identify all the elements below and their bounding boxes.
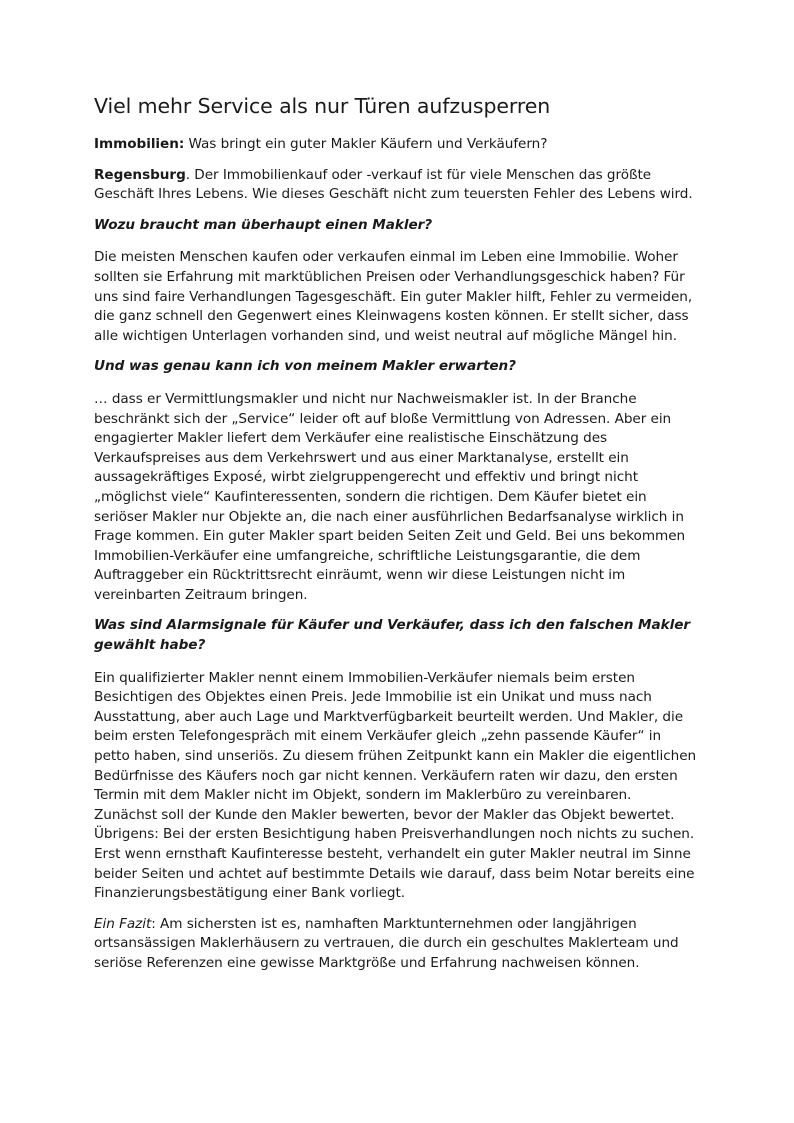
intro-label: Immobilien: bbox=[94, 136, 185, 152]
document-title: Viel mehr Service als nur Türen aufzusperren bbox=[94, 94, 551, 118]
lead-text: . Der Immobilienkauf oder -verkauf ist für viele Menschen das größte Geschäft Ihres Lebens. Wie dieses Geschäft nicht zum teuersten Fehler des Lebens wird. bbox=[94, 166, 693, 203]
section-heading: Und was genau kann ich von meinem Makler erwarten? bbox=[94, 358, 517, 375]
lead-place: Regensburg bbox=[94, 166, 186, 183]
section-body: … dass er Vermittlungsmakler und nicht nur Nachweismakler ist. In der Branche beschränkt sich der „Service“ leider oft auf bloße Vermittlung von Adressen. Aber ein engagierter Makler liefert dem Verkäufer eine realistische Einschätzung des Verkaufspreises aus dem Verkehrswert und aus einer Marktanalyse, erstellt ein aussagekräftiges Exposé, wirbt zielgruppengerecht und effektiv und bringt nicht „möglichst viele“ Kaufinteressenten, sondern die richtigen. Dem Käufer bietet ein seriöser Makler nur Objekte an, die nach einer ausführlichen Bedarfsanalyse wirklich in Frage kommen. Ein guter Makler spart beiden Seiten Zeit und Geld. Bei uns bekommen Immobilien-Verkäufer eine umfangreiche, schriftliche Leistungsgarantie, die dem Auftraggeber ein Rücktrittsrecht einräumt, wenn wir diese Leistungen nicht im vereinbarten Zeitraum bringen. bbox=[94, 390, 686, 603]
section-body: Ein qualifizierter Makler nennt einem Immobilien-Verkäufer niemals beim ersten Besichtigen des Objektes einen Preis. Jede Immobilie ist ein Unikat und muss nach Ausstattung, aber auch Lage und Marktverfügbarkeit beurteilt werden. Und Makler, die beim ersten Telefongespräch mit einem Verkäufer gleich „zehn passende Käufer“ in petto haben, sind unseriös. Zu diesem frühen Zeitpunkt kann ein Makler die eigentlichen Bedürfnisse des Käufers noch gar nicht kennen. Verkäufern raten wir dazu, den ersten Termin mit dem Makler nicht im Objekt, sondern im Maklerbüro zu vereinbaren. Zunächst soll der Kunde den Makler bewerten, bevor der Makler das Objekt bewertet. Übrigens: Bei der ersten Besichtigung haben Preisverhandlungen noch nichts zu suchen. Erst wenn ernsthaft Kaufinteresse besteht, verhandelt ein guter Makler neutral im Sinne beider Seiten und achtet auf bestimmte Details wie darauf, dass beim Notar bereits eine Finanzierungsbestätigung einer Bank vorliegt. bbox=[94, 669, 697, 902]
conclusion-label: Ein Fazit bbox=[94, 915, 152, 932]
section-body: Die meisten Menschen kaufen oder verkaufen einmal im Leben eine Immobilie. Woher sollten sie Erfahrung mit marktüblichen Preisen oder Verhandlungsgeschick haben? Für uns sind faire Verhandlungen Tagesgeschäft. Ein guter Makler hilft, Fehler zu vermeiden, die ganz schnell den Gegenwert eines Kleinwagens kosten können. Er stellt sicher, dass alle wichtigen Unterlagen vorhanden sind, und weist neutral auf mögliche Mängel hin. bbox=[94, 249, 693, 344]
document-page bbox=[94, 93, 698, 985]
section-heading: Was sind Alarmsignale für Käufer und Verkäufer, dass ich den falschen Makler gewählt habe? bbox=[94, 617, 691, 654]
conclusion-text: : Am sichersten ist es, namhaften Marktunternehmen oder langjährigen ortsansässigen Maklerhäusern zu vertrauen, die durch ein geschultes Maklerteam und seriöse Referenzen eine gewisse Marktgröße und Erfahrung nachweisen können. bbox=[94, 915, 679, 971]
conclusion-paragraph bbox=[94, 915, 698, 974]
intro-paragraph bbox=[94, 135, 698, 155]
section-heading: Wozu braucht man überhaupt einen Makler? bbox=[94, 216, 433, 233]
intro-text: Was bringt ein guter Makler Käufern und Verkäufern? bbox=[184, 136, 548, 152]
lead-paragraph bbox=[94, 166, 698, 205]
